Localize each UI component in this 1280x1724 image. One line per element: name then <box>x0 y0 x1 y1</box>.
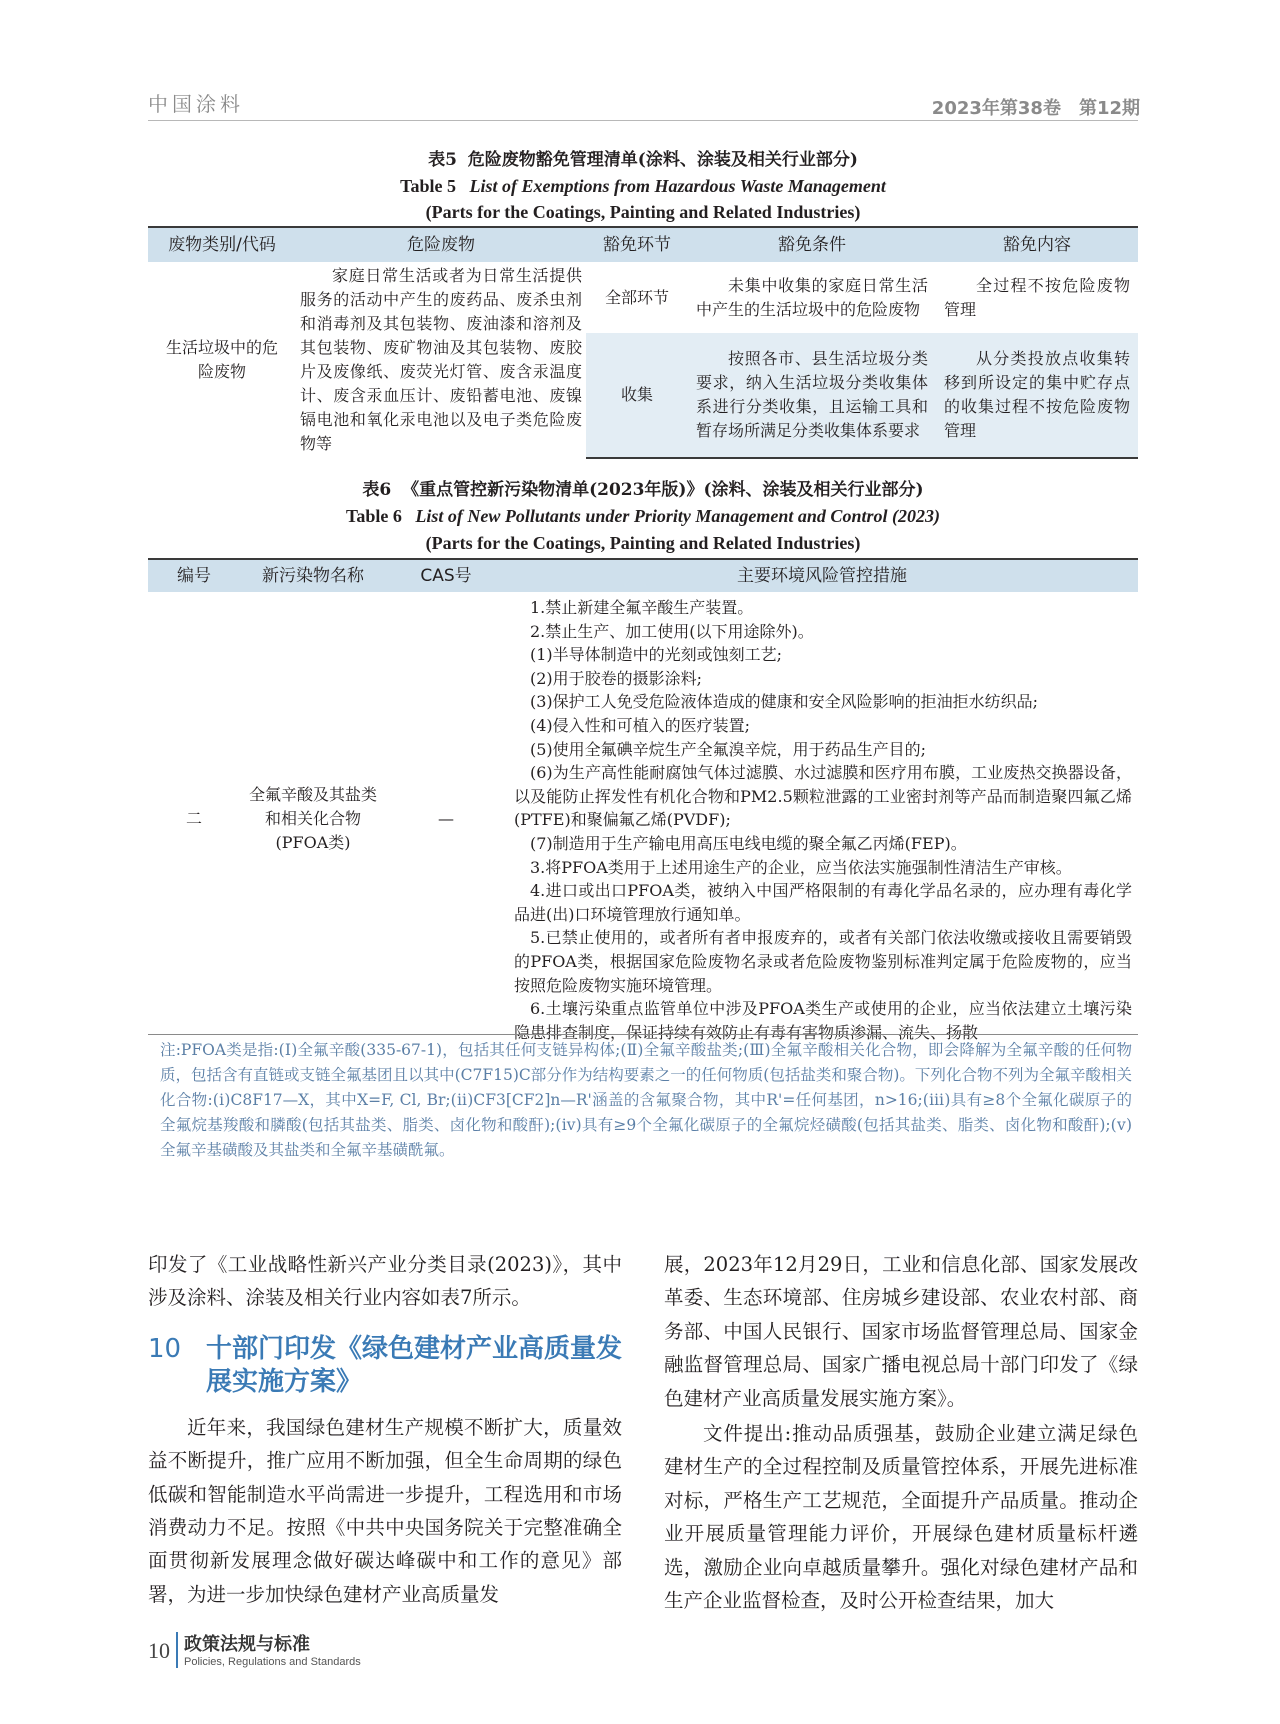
table5 <box>148 226 1138 459</box>
footer-section-en: Policies, Regulations and Standards <box>184 1656 361 1668</box>
table5-header-waste: 危险废物 <box>296 227 586 262</box>
left-column <box>148 1248 622 1611</box>
table5-caption-en <box>148 173 1138 199</box>
table6-caption-zh <box>148 477 1138 503</box>
paragraph: 文件提出:推动品质强基，鼓励企业建立满足绿色建材生产的全过程控制及质量管控体系，开展先进标准对标，严格生产工艺规范，全面提升产品质量。推动企业开展质量管理能力评价，开展绿色建材质量标杆遴选，激励企业向卓越质量攀升。强化对绿色建材产品和生产企业监督检查，及时公开检查结果，加大 <box>664 1422 1138 1613</box>
measure-item: 1.禁止新建全氟辛酸生产装置。 <box>530 598 754 617</box>
table6-header-number: 编号 <box>148 559 240 592</box>
table6-cas-cell: — <box>438 809 454 829</box>
paragraph: 展，2023年12月29日，工业和信息化部、国家发展改革委、生态环境部、住房城乡建设部、农业农村部、商务部、中国人民银行、国家市场监督管理总局、国家金融监督管理总局、国家广播电视总局十部门印发了《绿色建材产业高质量发展实施方案》。 <box>664 1253 1138 1410</box>
page-number: 10 <box>148 1638 170 1663</box>
section-title: 十部门印发《绿色建材产业高质量发展实施方案》 <box>206 1333 623 1397</box>
table6-name-cell: 全氟辛酸及其盐类和相关化合物(PFOA类) <box>248 785 377 853</box>
paragraph: 印发了《工业战略性新兴产业分类目录(2023)》，其中涉及涂料、涂装及相关行业内容如表7所示。 <box>148 1253 622 1310</box>
table5-category-cell: 生活垃圾中的危险废物 <box>165 338 278 381</box>
table6 <box>148 558 1138 1046</box>
table5-stage-cell: 收集 <box>586 333 688 458</box>
table6-measures-cell <box>506 592 1138 1046</box>
table5-header-content: 豁免内容 <box>936 227 1138 262</box>
table5-header-category: 废物类别/代码 <box>148 227 296 262</box>
table5-title-zh: 危险废物豁免管理清单(涂料、涂装及相关行业部分) <box>467 150 858 170</box>
table6-number-zh: 表6 <box>362 480 392 500</box>
issue-info: 2023年第38卷 第12期 <box>931 98 1140 119</box>
paragraph: 近年来，我国绿色建材生产规模不断扩大，质量效益不断提升，推广应用不断加强，但全生命周期的绿色低碳和智能制造水平尚需进一步提升，工程选用和市场消费动力不足。按照《中共中央国务院关于完整准确全面贯彻新发展理念做好碳达峰碳中和工作的意见》部署，为进一步加快绿色建材产业高质量发 <box>148 1415 622 1606</box>
table5-header-stage: 豁免环节 <box>586 227 688 262</box>
table5-stage-cell: 全部环节 <box>604 287 669 307</box>
table5-waste-cell: 家庭日常生活或者为日常生活提供服务的活动中产生的废药品、废杀虫剂和消毒剂及其包装物、废油漆和溶剂及其包装物、废矿物油及其包装物、废胶片及废像纸、废荧光灯管、废含汞温度计、废含汞血压计、废铅蓄电池、废镍镉电池和氧化汞电池以及电子类危险废物等 <box>300 266 582 453</box>
measure-item: 4.进口或出口PFOA类，被纳入中国严格限制的有毒化学品名录的，应办理有毒化学品进(出)口环境管理放行通知单。 <box>514 881 1132 924</box>
table6-title-zh: 《重点管控新污染物清单(2023年版)》(涂料、涂装及相关行业部分) <box>402 480 924 500</box>
right-column <box>664 1248 1138 1617</box>
table5-content-cell: 全过程不按危险废物管理 <box>944 275 1130 319</box>
table5-title-en: List of Exemptions from Hazardous Waste Management <box>469 176 886 196</box>
table6-title-en: List of New Pollutants under Priority Management and Control (2023) <box>415 506 940 526</box>
header-rule <box>148 120 1138 121</box>
measure-item: 3.将PFOA类用于上述用途生产的企业，应当依法实施强制性清洁生产审核。 <box>530 857 1072 877</box>
table5-header-condition: 豁免条件 <box>688 227 936 262</box>
table6-header-cas: CAS号 <box>386 559 506 592</box>
table5-caption-zh <box>148 147 1138 173</box>
table5-condition-cell: 未集中收集的家庭日常生活中产生的生活垃圾中的危险废物 <box>696 275 928 319</box>
measure-item: (4)侵入性和可植入的医疗装置; <box>530 715 751 735</box>
section-heading <box>148 1333 622 1399</box>
table6-number-en: Table 6 <box>346 506 402 526</box>
table6-caption-sub: (Parts for the Coatings, Painting and Related Industries) <box>425 533 861 553</box>
footer-divider <box>176 1632 178 1668</box>
measure-item: 5.已禁止使用的，或者所有者申报废弃的，或者有关部门依法收缴或接收且需要销毁的PFOA类，根据国家危险废物名录或者危险废物鉴别标准判定属于危险废物的，应当按照危险废物实施环境管理。 <box>514 928 1132 995</box>
journal-name: 中国涂料 <box>148 92 244 116</box>
measure-item: (5)使用全氟碘辛烷生产全氟溴辛烷，用于药品生产目的; <box>530 739 927 759</box>
measure-item: (1)半导体制造中的光刻或蚀刻工艺; <box>530 645 783 665</box>
table6-header-measures: 主要环境风险管控措施 <box>506 559 1138 592</box>
table5-number-zh: 表5 <box>428 150 457 170</box>
table5-caption-sub: (Parts for the Coatings, Painting and Related Industries) <box>425 202 861 222</box>
measure-item: (6)为生产高性能耐腐蚀气体过滤膜、水过滤膜和医疗用布膜，工业废热交换器设备，以及能防止挥发性有机化合物和PM2.5颗粒泄露的工业密封剂等产品而制造聚四氟乙烯(PTFE)和聚偏氟乙烯(PVDF); <box>514 763 1132 830</box>
table6-header-name: 新污染物名称 <box>240 559 386 592</box>
section-number: 10 <box>148 1333 182 1364</box>
table6-number-cell: 二 <box>185 809 202 829</box>
table6-bottom-rule <box>148 1034 1138 1035</box>
measure-item: 6.土壤污染重点监管单位中涉及PFOA类生产或使用的企业，应当依法建立土壤污染隐患排查制度，保证持续有效防止有毒有害物质渗漏、流失、扬散 <box>514 999 1132 1042</box>
footer-section-zh: 政策法规与标准 <box>184 1634 310 1655</box>
measure-item: (7)制造用于生产输电用高压电线电缆的聚全氟乙丙烯(FEP)。 <box>530 833 967 853</box>
measure-item: (3)保护工人免受危险液体造成的健康和安全风险影响的拒油拒水纺织品; <box>530 692 1039 712</box>
table5-number-en: Table 5 <box>400 176 456 196</box>
table5-content-cell: 从分类投放点收集转移到所设定的集中贮存点的收集过程不按危险废物管理 <box>936 333 1138 458</box>
measure-item: 2.禁止生产、加工使用(以下用途除外)。 <box>530 621 814 641</box>
table5-condition-cell: 按照各市、县生活垃圾分类要求，纳入生活垃圾分类收集体系进行分类收集，且运输工具和暂存场所满足分类收集体系要求 <box>688 333 936 458</box>
table-note: 注:PFOA类是指:(Ⅰ)全氟辛酸(335-67-1)，包括其任何支链异构体;(Ⅱ)全氟辛酸盐类;(Ⅲ)全氟辛酸相关化合物，即会降解为全氟辛酸的任何物质，包括含有直链或支链全氟基团且以其中(C7F15)C部分作为结构要素之一的任何物质(包括盐类和聚合物)。下列化合物不列为全氟辛酸相关化合物:(ⅰ)C8F17—X，其中X=F, Cl, Br;(ⅱ)CF3[CF2]n—R'涵盖的含氟聚合物，其中R'=任何基团，n>16;(ⅲ)具有≥8个全氟化碳原子的全氟烷基羧酸和膦酸(包括其盐类、脂类、卤化物和酸酐);(ⅳ)具有≥9个全氟化碳原子的全氟烷烃磺酸(包括其盐类、脂类、卤化物和酸酐);(ⅴ)全氟辛基磺酸及其盐类和全氟辛基磺酰氟。 <box>160 1041 1132 1159</box>
table6-caption-en <box>148 503 1138 529</box>
measures-list <box>514 596 1132 1044</box>
measure-item: (2)用于胶卷的摄影涂料; <box>530 668 703 688</box>
